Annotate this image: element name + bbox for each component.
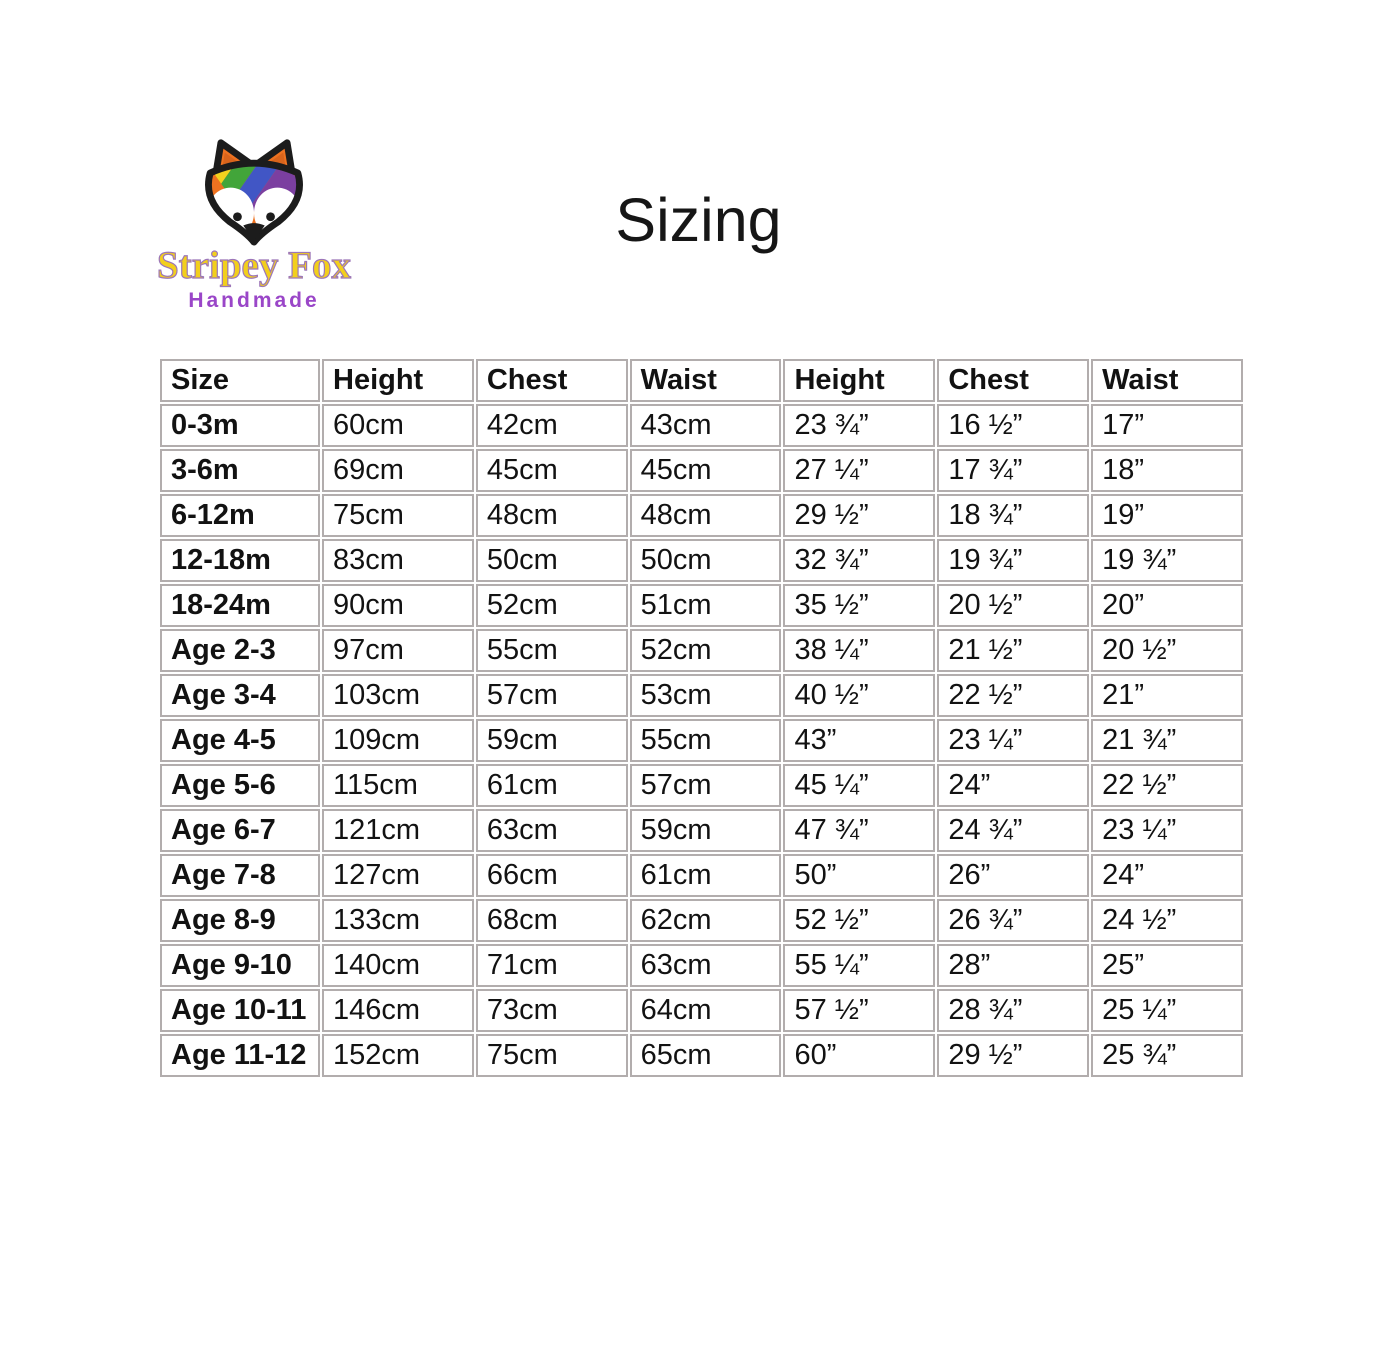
measurement-cell: 29 ½” xyxy=(937,1034,1089,1077)
table-row xyxy=(160,404,1243,447)
size-cell: 12-18m xyxy=(160,539,320,582)
measurement-cell: 57cm xyxy=(476,674,628,717)
measurement-cell: 97cm xyxy=(322,629,474,672)
measurement-cell: 28 ¾” xyxy=(937,989,1089,1032)
size-cell: Age 4-5 xyxy=(160,719,320,762)
size-cell: Age 2-3 xyxy=(160,629,320,672)
measurement-cell: 75cm xyxy=(322,494,474,537)
measurement-cell: 60” xyxy=(783,1034,935,1077)
measurement-cell: 62cm xyxy=(630,899,782,942)
measurement-cell: 140cm xyxy=(322,944,474,987)
measurement-cell: 109cm xyxy=(322,719,474,762)
measurement-cell: 52cm xyxy=(630,629,782,672)
size-cell: Age 3-4 xyxy=(160,674,320,717)
measurement-cell: 20” xyxy=(1091,584,1243,627)
measurement-cell: 18 ¾” xyxy=(937,494,1089,537)
size-cell: 0-3m xyxy=(160,404,320,447)
measurement-cell: 32 ¾” xyxy=(783,539,935,582)
measurement-cell: 59cm xyxy=(630,809,782,852)
measurement-cell: 127cm xyxy=(322,854,474,897)
measurement-cell: 50cm xyxy=(476,539,628,582)
brand-name: Stripey Fox xyxy=(157,244,351,287)
measurement-cell: 65cm xyxy=(630,1034,782,1077)
measurement-cell: 45cm xyxy=(476,449,628,492)
table-row xyxy=(160,674,1243,717)
measurement-cell: 66cm xyxy=(476,854,628,897)
col-header-waist-cm: Waist xyxy=(630,359,782,402)
table-row xyxy=(160,494,1243,537)
col-header-height-cm: Height xyxy=(322,359,474,402)
measurement-cell: 28” xyxy=(937,944,1089,987)
table-row xyxy=(160,629,1243,672)
size-cell: Age 11-12 xyxy=(160,1034,320,1077)
measurement-cell: 63cm xyxy=(476,809,628,852)
measurement-cell: 21 ½” xyxy=(937,629,1089,672)
table-row xyxy=(160,1034,1243,1077)
size-cell: Age 9-10 xyxy=(160,944,320,987)
col-header-height-in: Height xyxy=(783,359,935,402)
measurement-cell: 133cm xyxy=(322,899,474,942)
measurement-cell: 51cm xyxy=(630,584,782,627)
measurement-cell: 55cm xyxy=(630,719,782,762)
size-cell: Age 10-11 xyxy=(160,989,320,1032)
measurement-cell: 25” xyxy=(1091,944,1243,987)
size-cell: Age 5-6 xyxy=(160,764,320,807)
table-row xyxy=(160,854,1243,897)
measurement-cell: 121cm xyxy=(322,809,474,852)
measurement-cell: 42cm xyxy=(476,404,628,447)
measurement-cell: 38 ¼” xyxy=(783,629,935,672)
measurement-cell: 29 ½” xyxy=(783,494,935,537)
measurement-cell: 55 ¼” xyxy=(783,944,935,987)
measurement-cell: 50” xyxy=(783,854,935,897)
measurement-cell: 26 ¾” xyxy=(937,899,1089,942)
measurement-cell: 24” xyxy=(937,764,1089,807)
measurement-cell: 20 ½” xyxy=(1091,629,1243,672)
measurement-cell: 22 ½” xyxy=(937,674,1089,717)
measurement-cell: 23 ¾” xyxy=(783,404,935,447)
measurement-cell: 59cm xyxy=(476,719,628,762)
measurement-cell: 71cm xyxy=(476,944,628,987)
measurement-cell: 43cm xyxy=(630,404,782,447)
measurement-cell: 73cm xyxy=(476,989,628,1032)
measurement-cell: 24 ¾” xyxy=(937,809,1089,852)
measurement-cell: 40 ½” xyxy=(783,674,935,717)
measurement-cell: 103cm xyxy=(322,674,474,717)
measurement-cell: 19” xyxy=(1091,494,1243,537)
measurement-cell: 75cm xyxy=(476,1034,628,1077)
page-title: Sizing xyxy=(615,186,782,254)
header-row xyxy=(160,359,1243,402)
measurement-cell: 21 ¾” xyxy=(1091,719,1243,762)
size-cell: Age 8-9 xyxy=(160,899,320,942)
size-cell: 6-12m xyxy=(160,494,320,537)
measurement-cell: 53cm xyxy=(630,674,782,717)
measurement-cell: 47 ¾” xyxy=(783,809,935,852)
measurement-cell: 23 ¼” xyxy=(1091,809,1243,852)
table-row xyxy=(160,539,1243,582)
measurement-cell: 26” xyxy=(937,854,1089,897)
size-cell: Age 7-8 xyxy=(160,854,320,897)
size-cell: 18-24m xyxy=(160,584,320,627)
col-header-chest-in: Chest xyxy=(937,359,1089,402)
measurement-cell: 18” xyxy=(1091,449,1243,492)
measurement-cell: 61cm xyxy=(476,764,628,807)
measurement-cell: 48cm xyxy=(630,494,782,537)
measurement-cell: 25 ¼” xyxy=(1091,989,1243,1032)
measurement-cell: 19 ¾” xyxy=(937,539,1089,582)
table-row xyxy=(160,899,1243,942)
measurement-cell: 146cm xyxy=(322,989,474,1032)
measurement-cell: 19 ¾” xyxy=(1091,539,1243,582)
measurement-cell: 35 ½” xyxy=(783,584,935,627)
measurement-cell: 63cm xyxy=(630,944,782,987)
measurement-cell: 69cm xyxy=(322,449,474,492)
measurement-cell: 61cm xyxy=(630,854,782,897)
measurement-cell: 17 ¾” xyxy=(937,449,1089,492)
measurement-cell: 20 ½” xyxy=(937,584,1089,627)
measurement-cell: 43” xyxy=(783,719,935,762)
measurement-cell: 48cm xyxy=(476,494,628,537)
measurement-cell: 50cm xyxy=(630,539,782,582)
measurement-cell: 24” xyxy=(1091,854,1243,897)
measurement-cell: 152cm xyxy=(322,1034,474,1077)
table-row xyxy=(160,449,1243,492)
measurement-cell: 57 ½” xyxy=(783,989,935,1032)
measurement-cell: 64cm xyxy=(630,989,782,1032)
measurement-cell: 27 ¼” xyxy=(783,449,935,492)
col-header-waist-in: Waist xyxy=(1091,359,1243,402)
measurement-cell: 83cm xyxy=(322,539,474,582)
size-cell: Age 6-7 xyxy=(160,809,320,852)
measurement-cell: 25 ¾” xyxy=(1091,1034,1243,1077)
measurement-cell: 24 ½” xyxy=(1091,899,1243,942)
brand-tagline: Handmade xyxy=(188,289,320,312)
measurement-cell: 52 ½” xyxy=(783,899,935,942)
table-row xyxy=(160,764,1243,807)
measurement-cell: 57cm xyxy=(630,764,782,807)
table-row xyxy=(160,989,1243,1032)
col-header-chest-cm: Chest xyxy=(476,359,628,402)
measurement-cell: 23 ¼” xyxy=(937,719,1089,762)
measurement-cell: 68cm xyxy=(476,899,628,942)
table-row xyxy=(160,809,1243,852)
sizing-table xyxy=(158,357,1245,1079)
table-row xyxy=(160,584,1243,627)
table-row xyxy=(160,944,1243,987)
col-header-size: Size xyxy=(160,359,320,402)
measurement-cell: 55cm xyxy=(476,629,628,672)
size-cell: 3-6m xyxy=(160,449,320,492)
measurement-cell: 45cm xyxy=(630,449,782,492)
measurement-cell: 52cm xyxy=(476,584,628,627)
measurement-cell: 115cm xyxy=(322,764,474,807)
measurement-cell: 45 ¼” xyxy=(783,764,935,807)
measurement-cell: 21” xyxy=(1091,674,1243,717)
table-row xyxy=(160,719,1243,762)
measurement-cell: 16 ½” xyxy=(937,404,1089,447)
measurement-cell: 60cm xyxy=(322,404,474,447)
measurement-cell: 22 ½” xyxy=(1091,764,1243,807)
measurement-cell: 17” xyxy=(1091,404,1243,447)
measurement-cell: 90cm xyxy=(322,584,474,627)
